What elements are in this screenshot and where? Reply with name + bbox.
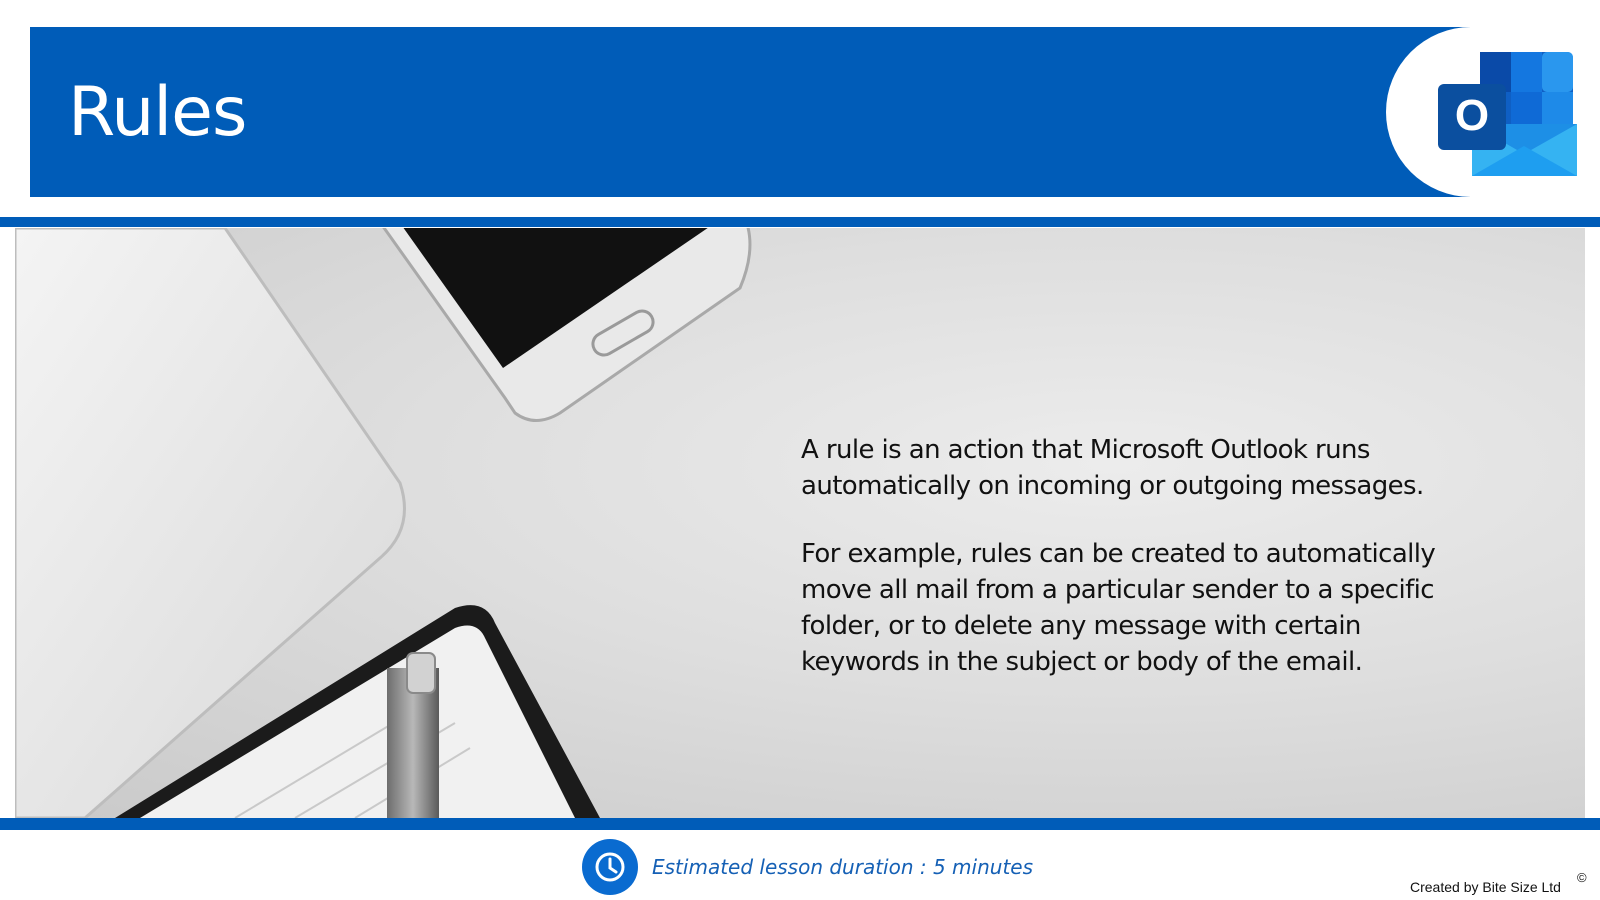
copyright-symbol: © (1577, 870, 1587, 885)
credit-text: Created by Bite Size Ltd (1410, 879, 1561, 895)
lesson-text (801, 432, 1441, 712)
clock-icon (582, 839, 638, 895)
slide-title: Rules (68, 73, 247, 152)
definition-paragraph: A rule is an action that Microsoft Outlook runs automatically on incoming or outgoing messages. (801, 435, 1424, 501)
logo-letter: O (1454, 91, 1490, 140)
example-paragraph: For example, rules can be created to automatically move all mail from a particular sender to a specific folder, or to delete any message with certain keywords in the subject or body of the email. (801, 539, 1436, 677)
pen-shape (387, 653, 439, 818)
footer-divider (0, 818, 1600, 830)
duration-label: Estimated lesson duration : 5 minutes (652, 855, 1034, 879)
lesson-duration (582, 839, 1033, 895)
header-divider (0, 217, 1600, 227)
outlook-logo-icon (1432, 50, 1577, 180)
smartphone-shape (377, 228, 750, 421)
